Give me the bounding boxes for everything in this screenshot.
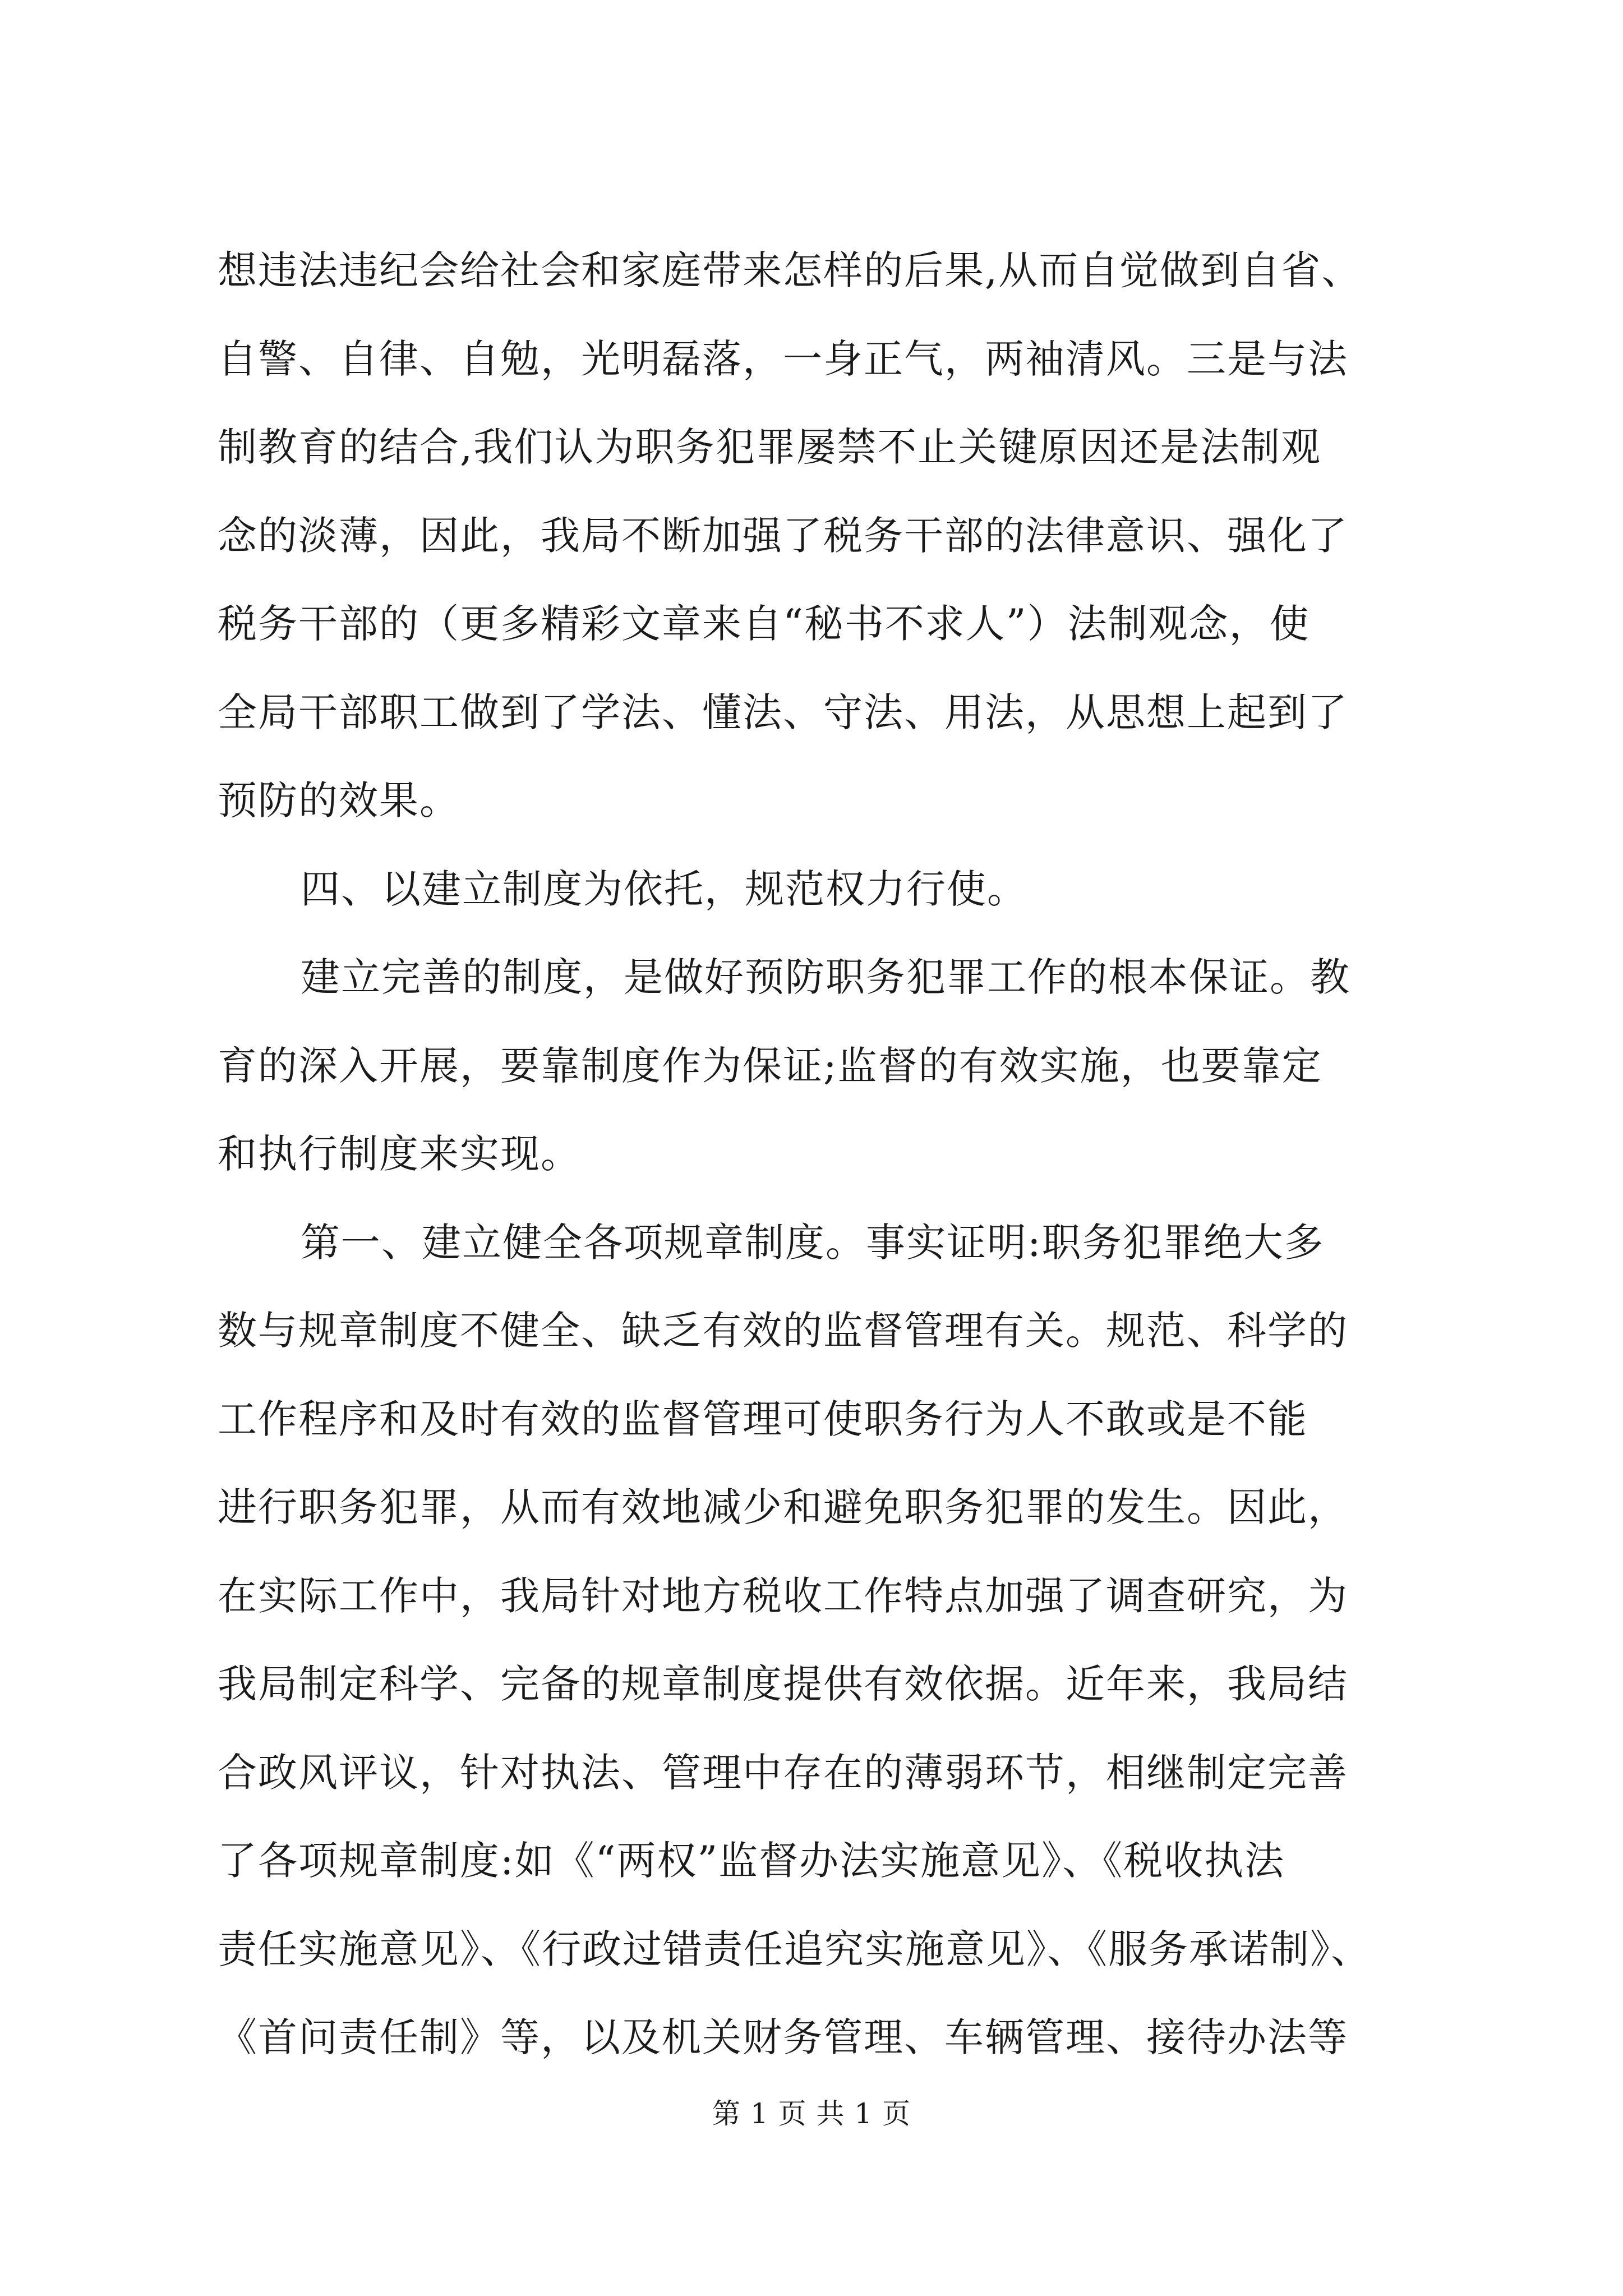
text-line: 想违法违纪会给社会和家庭带来怎样的后果,从而自觉做到自省、 <box>218 247 1362 293</box>
text-line: 在实际工作中，我局针对地方税收工作特点加强了调查研究，为 <box>218 1572 1348 1619</box>
text-line: 预防的效果。 <box>218 777 460 823</box>
text-line: 全局干部职工做到了学法、懂法、守法、用法，从思想上起到了 <box>218 689 1348 735</box>
text-line: 了各项规章制度:如《“两权”监督办法实施意见》、《税收执法 <box>218 1838 1285 1884</box>
text-line: 第一、建立健全各项规章制度。事实证明:职务犯罪绝大多 <box>301 1219 1325 1266</box>
text-line: 税务干部的（更多精彩文章来自“秘书不求人”）法制观念，使 <box>218 601 1310 647</box>
text-line: 《首问责任制》等，以及机关财务管理、车辆管理、接待办法等 <box>218 2014 1348 2060</box>
text-line: 自警、自律、自勉，光明磊落，一身正气，两袖清风。三是与法 <box>218 335 1348 382</box>
page-footer <box>0 2097 1623 2131</box>
text-line: 我局制定科学、完备的规章制度提供有效依据。近年来，我局结 <box>218 1661 1348 1707</box>
text-line: 进行职务犯罪，从而有效地减少和避免职务犯罪的发生。因此， <box>218 1484 1348 1530</box>
text-line: 合政风评议，针对执法、管理中存在的薄弱环节，相继制定完善 <box>218 1749 1348 1796</box>
text-line: 和执行制度来实现。 <box>218 1131 581 1177</box>
text-line: 建立完善的制度，是做好预防职务犯罪工作的根本保证。教 <box>301 954 1350 1000</box>
body-text <box>218 247 1451 2106</box>
text-line: 念的淡薄，因此，我局不断加强了税务干部的法律意识、强化了 <box>218 512 1348 559</box>
page-number: 第 1 页 共 1 页 <box>712 2097 911 2130</box>
section-heading: 四、以建立制度为依托，规范权力行使。 <box>301 866 1027 912</box>
text-line: 制教育的结合,我们认为职务犯罪屡禁不止关键原因还是法制观 <box>218 424 1322 470</box>
text-line: 数与规章制度不健全、缺乏有效的监督管理有关。规范、科学的 <box>218 1308 1348 1354</box>
text-line: 工作程序和及时有效的监督管理可使职务行为人不敢或是不能 <box>218 1396 1308 1442</box>
text-line: 育的深入开展，要靠制度作为保证;监督的有效实施，也要靠定 <box>218 1042 1322 1089</box>
text-line: 责任实施意见》、《行政过错责任追究实施意见》、《服务承诺制》、 <box>218 1926 1371 1972</box>
